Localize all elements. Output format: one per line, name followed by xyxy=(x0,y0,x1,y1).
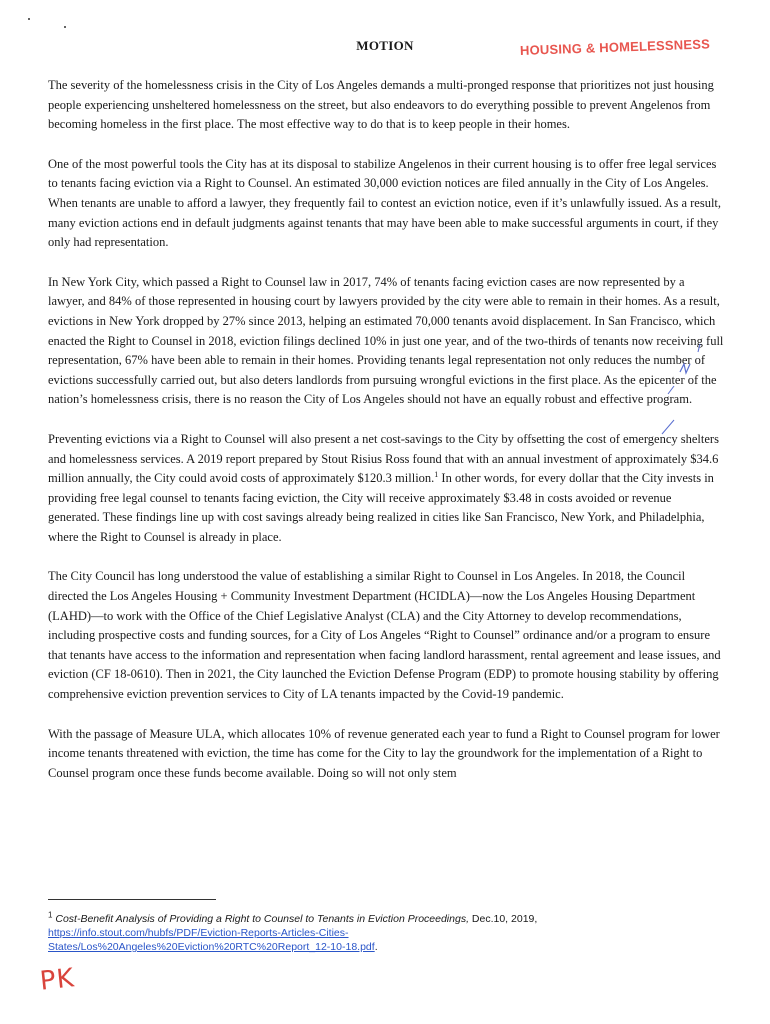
paragraph-intro: The severity of the homelessness crisis in the City of Los Angeles demands a multi-pronged response that prioritizes not just housing people experiencing unsheltered homelessness on the street, but also endeavors to do everything possible to prevent Angelenos from becoming homeless in the first place. The most effective way to do that is to keep people in their homes. xyxy=(48,78,714,132)
paragraph-measure-ula: With the passage of Measure ULA, which allocates 10% of revenue generated each year to fund a Right to Counsel program for lower income tenants threatened with eviction, the time has come for the City to lay the groundwork for the implementation of a Right to Counsel program once these funds become available. Doing so will not only stem xyxy=(48,726,720,780)
footnote-link[interactable] xyxy=(48,927,375,953)
handwritten-edit-mark xyxy=(640,342,730,442)
footnote xyxy=(48,912,668,954)
cost-text-before: Preventing evictions via a Right to Counsel will also present a net cost-savings to the City by offsetting the cost of emergency shelters and homelessness services. A 2019 report prepared by Stout Risius Ross found that with an annual investment of approximately $34.6 million annually, the City could avoid costs of approximately $120.3 million. xyxy=(48,431,719,486)
cost-text-after: In other words, for every dollar that the City invests in providing free legal counsel to tenants facing eviction, the City will receive approximately $3.48 in costs avoided or revenue generated. These findings line up with cost savings already being realized in cities like San Francisco, New York, and Philadelphia, where the Right to Counsel is already in place. xyxy=(48,471,714,544)
handwritten-initials: PK xyxy=(38,963,77,997)
footnote-trailing: . xyxy=(374,941,378,953)
footnote-divider xyxy=(48,899,216,900)
motion-body xyxy=(48,76,724,803)
scan-speck xyxy=(64,26,66,28)
footnote-link-line1: https://info.stout.com/hubfs/PDF/Eviction-Reports-Articles-Cities- xyxy=(48,927,349,939)
paragraph-council-history: The City Council has long understood the value of establishing a similar Right to Counsel in Los Angeles. In 2018, the Council directed the Los Angeles Housing + Community Investment Department (HCIDLA)—now the Los Angeles Housing Department (LAHD)—to work with the Office of the Chief Legislative Analyst (CLA) and the City Attorney to develop recommendations, including prospective costs and funding sources, for a City of Los Angeles “Right to Counsel” ordinance and/or a program to ensure that tenants have access to the information and representation when facing landlord harassment, rental agreement and lease issues, and eviction (CF 18-0610). Then in 2021, the City launched the Eviction Defense Program (EDP) to promote housing stability by offering comprehensive eviction prevention services to City of LA tenants impacted by the Covid-19 pandemic. xyxy=(48,569,721,702)
paragraph-new-york-san-francisco: In New York City, which passed a Right to Counsel law in 2017, 74% of tenants facing eviction cases are now represented by a lawyer, and 84% of those represented in housing court by lawyers provided by the city were able to remain in their homes. As a result, evictions in New York dropped by 27% since 2013, helping an estimated 70,000 tenants avoid displacement. In San Francisco, which enacted the Right to Counsel in 2018, eviction filings declined 10% in just one year, and of the two-thirds of tenants now receiving full representation, 67% have been able to remain in their homes. Providing tenants legal representation not only reduces the number of evictions successfully carried out, but also deters landlords from pursuing wrongful evictions in the first place. As the epicenter of the nation’s homelessness crisis, there is no reason the City of Los Angeles should not have an equally robust and effective program. xyxy=(48,274,724,407)
footnote-citation: Cost-Benefit Analysis of Providing a Right to Counsel to Tenants in Eviction Proceedings, xyxy=(55,913,469,925)
scan-speck xyxy=(28,18,30,20)
committee-stamp: HOUSING & HOMELESSNESS xyxy=(519,36,711,58)
footnote-link-line2: States/Los%20Angeles%20Eviction%20RTC%20Report_12-10-18.pdf xyxy=(48,941,375,953)
document-title: MOTION xyxy=(356,38,414,53)
paragraph-right-to-counsel: One of the most powerful tools the City has at its disposal to stabilize Angelenos in their current housing is to offer free legal services to tenants facing eviction via a Right to Counsel. An estimated 30,000 eviction notices are filed annually in the City of Los Angeles. When tenants are unable to afford a lawyer, they frequently fail to contest an eviction notice, even if it’s unlawfully issued. As a result, many eviction actions end in default judgments against tenants that may have been able to make successful arguments in court, if they only had representation. xyxy=(48,156,722,250)
footnote-number: 1 xyxy=(48,910,53,920)
paragraph-cost-savings xyxy=(48,430,724,548)
footnote-date: Dec.10, 2019, xyxy=(469,913,538,925)
footnote-reference[interactable]: 1 xyxy=(434,469,439,479)
